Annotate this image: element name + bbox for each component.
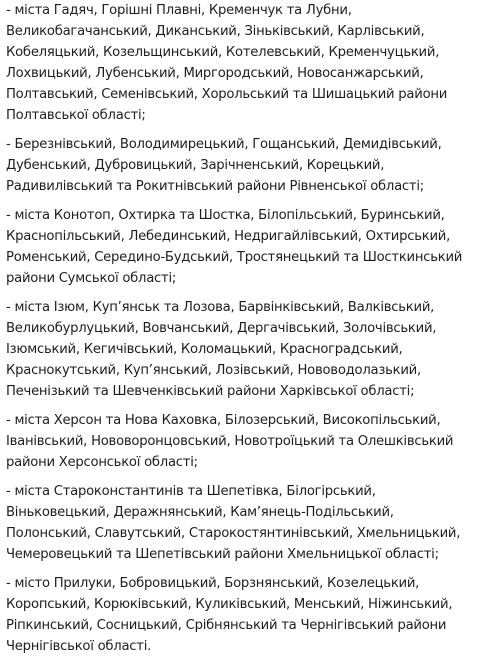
paragraph-line: Полтавський, Семенівський, Хорольський та Шишацький райони	[6, 87, 448, 102]
paragraph-line: Дубенський, Дубровицький, Зарічненський, Корецький,	[6, 158, 385, 173]
paragraph-line: Іванівський, Нововоронцовський, Новотроїцький та Олешківський	[6, 434, 454, 449]
paragraph-line: Полтавської області;	[6, 108, 146, 123]
paragraph-line: - міста Ізюм, Куп’янськ та Лозова, Барвінківський, Валківський,	[6, 300, 435, 315]
paragraph-line: Кобеляцький, Козельщинський, Котелевський, Кременчуцький,	[6, 45, 440, 60]
paragraph-line: Коропський, Корюківський, Куликівський, Менський, Ніжинський,	[6, 597, 453, 612]
post-paragraph	[6, 573, 500, 657]
paragraph-line: Краснокутський, Куп’янський, Лозівський, Нововодолазький,	[6, 363, 421, 378]
paragraph-line: Роменський, Середино-Будський, Тростянецький та Шосткинський	[6, 250, 463, 265]
post-paragraph	[6, 0, 500, 126]
paragraph-line: райони Сумської області;	[6, 271, 177, 286]
paragraph-line: - міста Гадяч, Горішні Плавні, Кременчук та Лубни,	[6, 3, 352, 18]
paragraph-line: Краснопільський, Лебединський, Недригайлівський, Охтирський,	[6, 229, 451, 244]
paragraph-line: Лохвицький, Лубенський, Миргородський, Новосанжарський,	[6, 66, 424, 81]
paragraph-line: - міста Конотоп, Охтирка та Шостка, Білопільський, Буринський,	[6, 208, 445, 223]
post-paragraph	[6, 410, 500, 473]
paragraph-line: Чернігівської області.	[6, 639, 152, 654]
paragraph-line: - місто Прилуки, Бобровицький, Борзнянський, Козелецький,	[6, 576, 420, 591]
paragraph-line: Печенізький та Шевченківський райони Харківської області;	[6, 384, 415, 399]
paragraph-line: - Березнівський, Володимирецький, Гощанський, Демидівський,	[6, 137, 442, 152]
paragraph-line: Ріпкинський, Сосницький, Срібнянський та Чернігівський райони	[6, 618, 447, 633]
post-paragraph	[6, 134, 500, 197]
paragraph-line: Чемеровецький та Шепетівський райони Хмельницької області;	[6, 547, 439, 562]
paragraph-line: - міста Херсон та Нова Каховка, Білозерський, Високопільський,	[6, 413, 441, 428]
paragraph-line: - міста Староконстантинів та Шепетівка, Білогірський,	[6, 484, 376, 499]
paragraph-line: Великобурлуцький, Вовчанський, Дергачівський, Золочівський,	[6, 321, 437, 336]
paragraph-line: райони Херсонської області;	[6, 455, 198, 470]
post-body	[6, 0, 500, 665]
paragraph-line: Полонський, Славутський, Старокостянтинівський, Хмельницький,	[6, 526, 461, 541]
post-paragraph	[6, 481, 500, 565]
paragraph-line: Радивилівський та Рокитнівський райони Рівненської області;	[6, 179, 424, 194]
paragraph-line: Ізюмський, Кегичівський, Коломацький, Красноградський,	[6, 342, 403, 357]
paragraph-line: Великобагачанський, Диканський, Зіньківський, Карлівський,	[6, 24, 425, 39]
post-paragraph	[6, 205, 500, 289]
post-paragraph	[6, 297, 500, 402]
paragraph-line: Віньковецький, Деражнянський, Кам’янець-Подільський,	[6, 505, 394, 520]
